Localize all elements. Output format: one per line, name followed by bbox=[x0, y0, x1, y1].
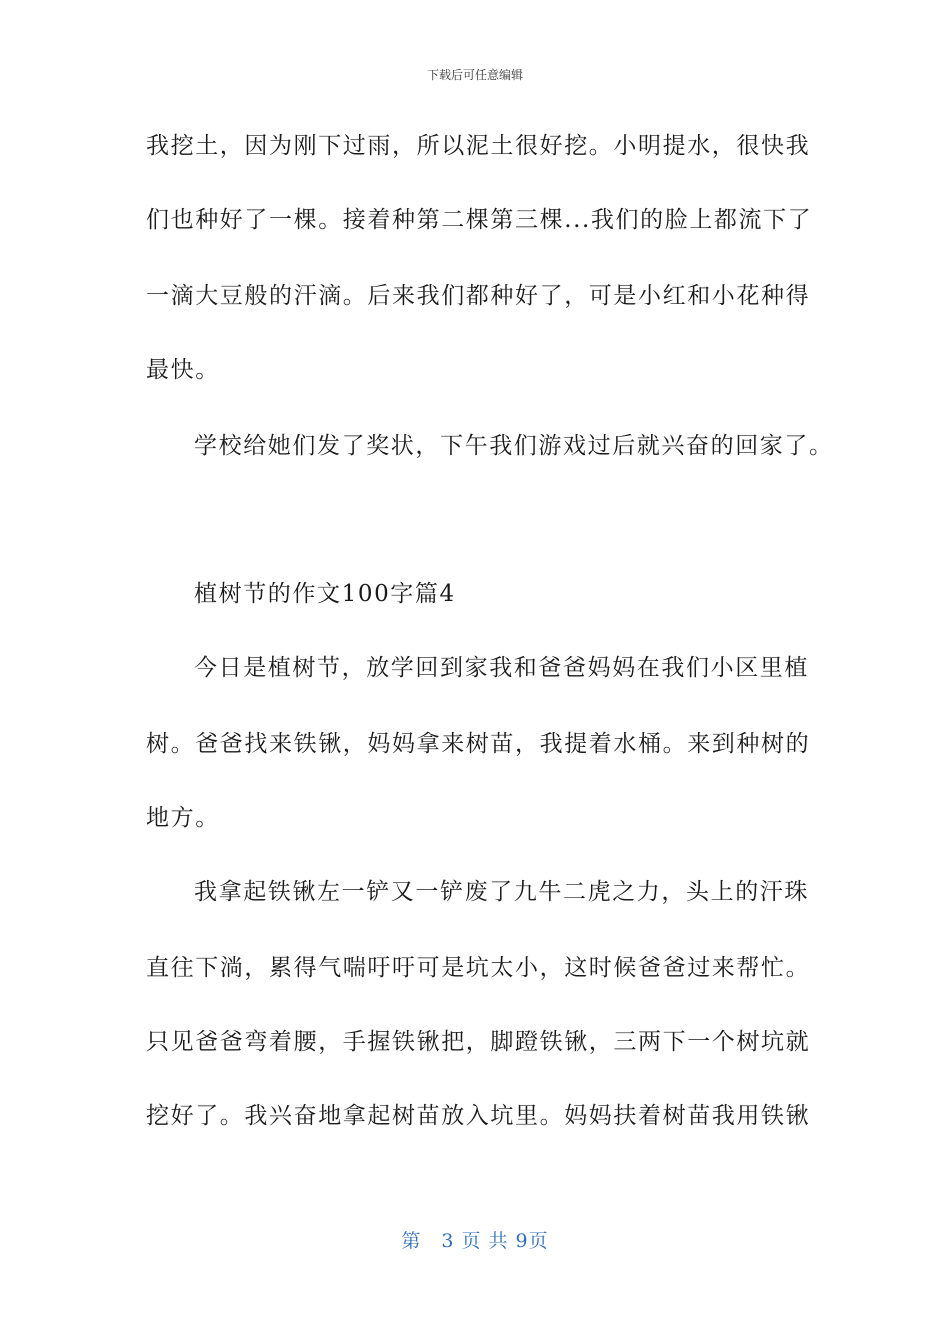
text-line: 挖好了。我兴奋地拿起树苗放入坑里。妈妈扶着树苗我用铁锹 bbox=[146, 1103, 811, 1129]
text-line: 只见爸爸弯着腰，手握铁锹把，脚蹬铁锹，三两下一个树坑就 bbox=[146, 1029, 811, 1055]
paragraph-line: 学校给她们发了奖状，下午我们游戏过后就兴奋的回家了。 bbox=[194, 433, 834, 459]
section-heading: 植树节的作文100字篇4 bbox=[194, 581, 456, 607]
paragraph-line: 我拿起铁锹左一铲又一铲废了九牛二虎之力，头上的汗珠 bbox=[194, 879, 809, 905]
paragraph-line: 今日是植树节，放学回到家我和爸爸妈妈在我们小区里植 bbox=[194, 655, 809, 681]
text-line: 们也种好了一棵。接着种第二棵第三棵...我们的脸上都流下了 bbox=[146, 207, 813, 233]
page-number: 第 3 页 共 9页 bbox=[401, 1230, 549, 1252]
text-line: 我挖土，因为刚下过雨，所以泥土很好挖。小明提水，很快我 bbox=[146, 133, 811, 159]
text-line: 一滴大豆般的汗滴。后来我们都种好了，可是小红和小花种得 bbox=[146, 283, 811, 309]
text-line: 树。爸爸找来铁锹，妈妈拿来树苗，我提着水桶。来到种树的 bbox=[146, 731, 811, 757]
page-header: 下载后可任意编辑 bbox=[426, 68, 523, 82]
text-line: 直往下淌，累得气喘吁吁可是坑太小，这时候爸爸过来帮忙。 bbox=[146, 955, 811, 981]
text-line: 最快。 bbox=[146, 357, 220, 383]
text-line: 地方。 bbox=[146, 805, 220, 831]
